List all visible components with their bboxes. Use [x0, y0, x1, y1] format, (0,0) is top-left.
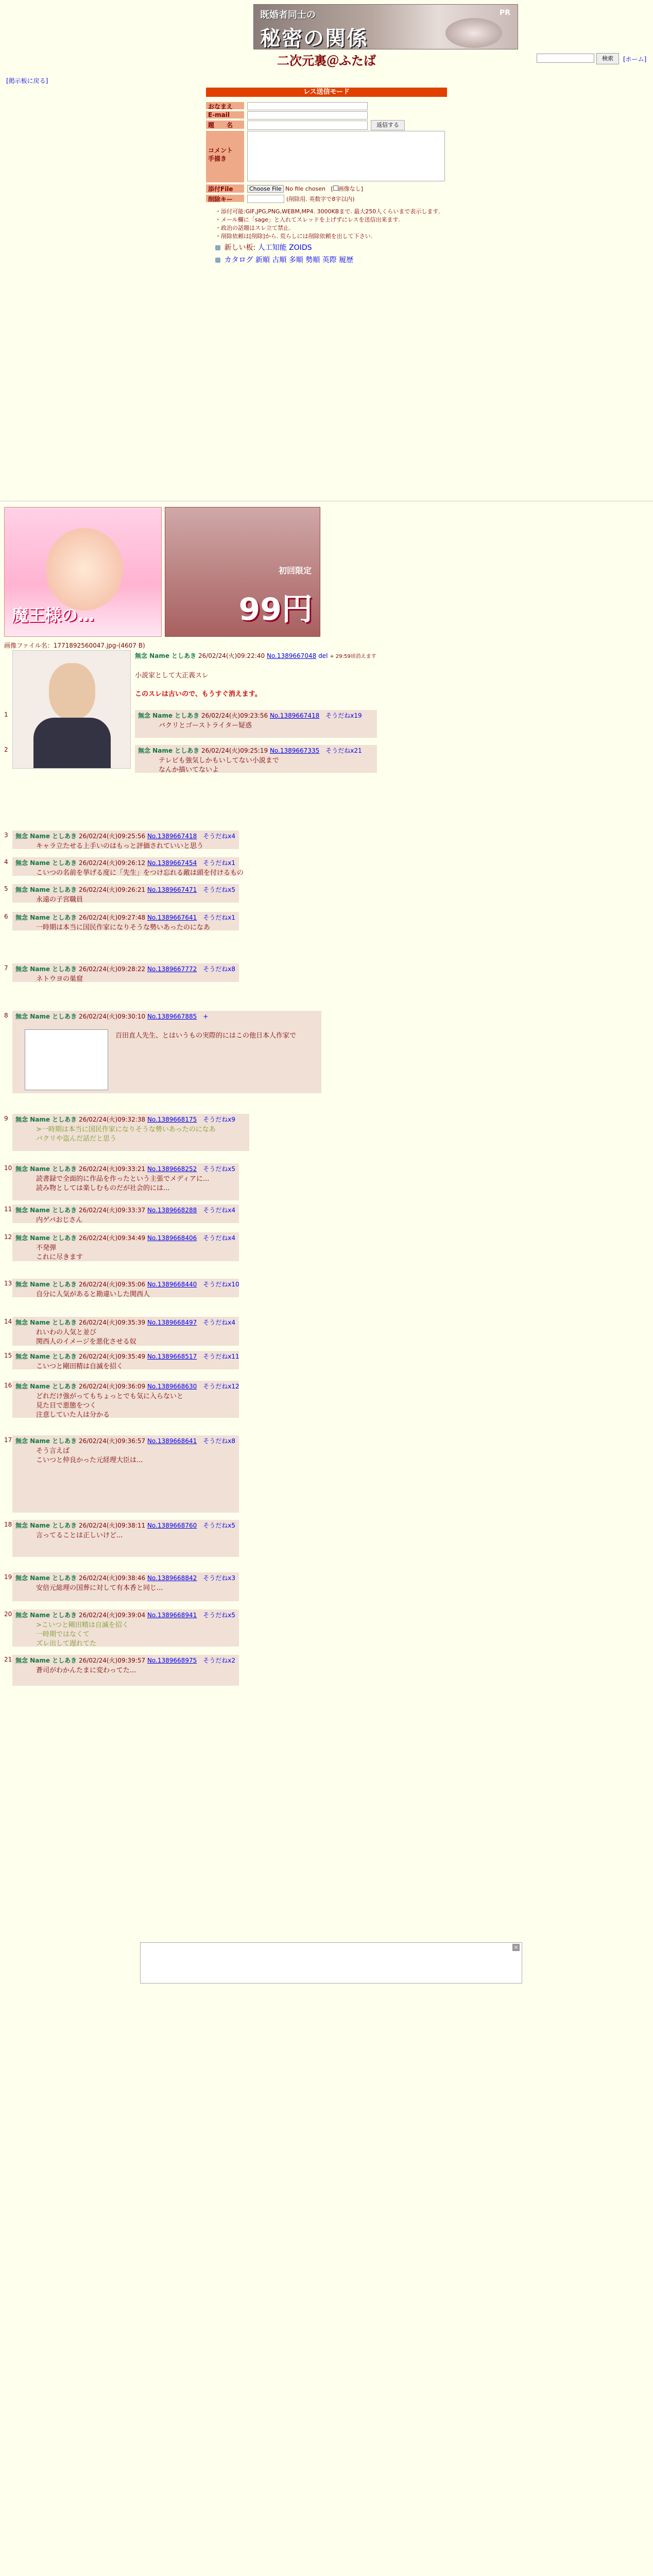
- reply-header: [15, 1352, 239, 1361]
- sodane-button[interactable]: そうだねx8: [203, 965, 235, 973]
- reply-body: ネトウヨの巣窟: [36, 975, 83, 983]
- sodane-button[interactable]: そうだねx21: [325, 747, 362, 754]
- file-status: No file chosen: [285, 185, 325, 192]
- reply-name: 無念 Name としあき: [138, 712, 200, 719]
- reply-date: 26/02/24(火)09:32:38: [78, 1116, 146, 1123]
- popup-close-icon[interactable]: ×: [512, 1944, 520, 1951]
- reply-number[interactable]: No.1389667454: [147, 859, 197, 867]
- reply-index: 12: [4, 1233, 12, 1241]
- op-file-name: 画像ファイル名：1771892560047.jpg-(4607 B): [4, 642, 145, 649]
- reply-post: [12, 831, 239, 849]
- sodane-button[interactable]: そうだねx12: [203, 1383, 239, 1390]
- reply-index: 2: [4, 746, 8, 753]
- sodane-button[interactable]: そうだねx1: [203, 914, 235, 921]
- new-boards-label: 新しい板:: [224, 244, 256, 252]
- reply-date: 26/02/24(火)09:33:21: [78, 1165, 146, 1173]
- reply-body: 一時期は本当に国民作家になりそうな勢いあったのになあ: [36, 924, 210, 931]
- home-link[interactable]: [ホーム]: [623, 56, 647, 63]
- reply-body: どれだけ強がってもちょっとでも気に入らないと 見た目で悪態をつく 注意していた人は分かる: [36, 1393, 184, 1419]
- banner-photo: [445, 18, 502, 48]
- reply-name: 無念 Name としあき: [15, 1437, 77, 1445]
- sodane-button[interactable]: そうだねx1: [203, 859, 235, 867]
- reply-number[interactable]: No.1389667772: [147, 965, 197, 973]
- reply-index: 3: [4, 832, 8, 839]
- reply-number[interactable]: No.1389668517: [147, 1353, 197, 1360]
- reply-number[interactable]: No.1389667418: [147, 833, 197, 840]
- reply-date: 26/02/24(火)09:25:56: [78, 833, 146, 840]
- op-line-1: 小説家として大正義スレ: [135, 672, 209, 680]
- op-number[interactable]: No.1389667048: [266, 652, 317, 659]
- file-label: 添付File: [206, 184, 244, 193]
- subject-label: 題 名: [206, 121, 244, 129]
- reply-date: 26/02/24(火)09:26:21: [78, 886, 146, 893]
- reply-name: 無念 Name としあき: [15, 1353, 77, 1360]
- right-ad-price: 99円: [238, 591, 313, 628]
- reply-index: 16: [4, 1382, 12, 1389]
- sodane-button[interactable]: そうだねx4: [203, 1234, 235, 1242]
- reply-header: [15, 1318, 235, 1327]
- sodane-button[interactable]: そうだねx5: [203, 1522, 235, 1529]
- reply-body: れいわの人気と並び 関西人のイメージを悪化させる奴: [36, 1329, 136, 1346]
- reply-post: [12, 912, 239, 930]
- right-ad[interactable]: [165, 507, 320, 637]
- reply-header: [15, 885, 235, 894]
- reply-name: 無念 Name としあき: [15, 1522, 77, 1529]
- search-button[interactable]: 検索: [596, 53, 619, 64]
- op-del[interactable]: del: [318, 652, 328, 659]
- search-input[interactable]: [537, 54, 594, 63]
- delkey-note: (削除用. 英数字で8字以内): [286, 196, 355, 202]
- notice-2: ・メール欄に「sage」と入れてスレッドを上げずにレスを送信出来ます.: [215, 216, 401, 223]
- delkey-input[interactable]: [247, 195, 284, 203]
- new-boards-link[interactable]: 人工知能 ZOIDS: [257, 244, 312, 252]
- reply-body: 百田直人先生、とはいうもの実際的にはこの他日本人作家で: [115, 1032, 297, 1040]
- reply-date: 26/02/24(火)09:36:57: [78, 1437, 146, 1445]
- reply-number[interactable]: No.1389668630: [147, 1383, 197, 1390]
- tool-history[interactable]: 履歴: [339, 256, 354, 264]
- sodane-button[interactable]: そうだねx5: [203, 886, 235, 893]
- reply-post: [12, 1232, 239, 1261]
- sodane-button[interactable]: そうだねx3: [203, 1574, 235, 1582]
- reply-name: 無念 Name としあき: [15, 1207, 77, 1214]
- right-ad-caption: 初回限定: [278, 566, 312, 575]
- reply-body: 読書録で全面的に作品を作ったという主張でメディアに... 読み物としては楽しむものだが社会的には...: [36, 1175, 210, 1192]
- reply-header: [15, 1012, 208, 1021]
- reply-date: 26/02/24(火)09:38:11: [78, 1522, 146, 1529]
- reply-body: 蒼司がわかんたまに変わってた...: [36, 1667, 136, 1674]
- reply-index: 14: [4, 1318, 12, 1325]
- reply-header: [15, 1233, 235, 1242]
- reply-header: [15, 1206, 235, 1214]
- reply-mode-bar: レス送信モード: [206, 88, 447, 97]
- name-input[interactable]: [247, 102, 368, 110]
- reply-post: [12, 1655, 239, 1686]
- reply-date: 26/02/24(火)09:35:06: [78, 1281, 146, 1288]
- reply-post: [12, 963, 239, 982]
- reply-header: [15, 1521, 235, 1530]
- reply-body: こいつの名前を挙げる度に「先生」をつけ忘れる敵は頭を付けるもの: [36, 869, 244, 877]
- reply-header: [15, 913, 235, 922]
- no-image-checkbox[interactable]: [333, 185, 338, 191]
- reply-post: [12, 1520, 239, 1557]
- catalog-icon: [215, 258, 220, 263]
- reply-number[interactable]: No.1389667641: [147, 914, 197, 921]
- sodane-button[interactable]: そうだねx8: [203, 1437, 235, 1445]
- tool-old[interactable]: 古順: [272, 256, 287, 264]
- reply-date: 26/02/24(火)09:30:10: [78, 1013, 146, 1020]
- choose-file-button[interactable]: Choose File: [247, 185, 284, 193]
- reply-name: 無念 Name としあき: [15, 1165, 77, 1173]
- notice-4: ・削除依頼は[削除]から. 荒らしには削除依頼を出して下さい.: [215, 233, 373, 240]
- tool-catalog[interactable]: カタログ: [224, 256, 253, 264]
- reply-date: 26/02/24(火)09:35:39: [78, 1319, 146, 1326]
- tool-english[interactable]: 英際: [322, 256, 337, 264]
- reply-number[interactable]: No.1389668175: [147, 1116, 197, 1123]
- reply-index: 8: [4, 1012, 8, 1019]
- reply-number[interactable]: No.1389668975: [147, 1657, 197, 1664]
- reply-body: バクリとゴーストライター疑惑: [159, 722, 252, 730]
- reply-date: 26/02/24(火)09:34:49: [78, 1234, 146, 1242]
- reply-header: [138, 746, 362, 755]
- reply-header: [15, 1436, 235, 1445]
- sodane-button[interactable]: そうだねx4: [203, 1207, 235, 1214]
- op-date: 26/02/24(火)09:22:40: [198, 652, 265, 659]
- reply-name: 無念 Name としあき: [15, 965, 77, 973]
- reply-name: 無念 Name としあき: [15, 1281, 77, 1288]
- notice-3: ・政治の話題はスレ立て禁止.: [215, 225, 291, 231]
- reply-index: 13: [4, 1280, 12, 1287]
- reply-post: [12, 1205, 239, 1223]
- reply-body: >一時期は本当に国民作家になりそうな勢いあったのになあ バクリや盗んだ話だと思う: [36, 1126, 216, 1143]
- name-label: おなまえ: [206, 102, 244, 109]
- ad-character-face: [46, 528, 123, 611]
- sodane-button[interactable]: そうだねx11: [203, 1353, 239, 1360]
- reply-body: 自分に人気があると勘違いした関西人: [36, 1291, 150, 1298]
- reply-post: [12, 1114, 249, 1151]
- op-line-3: このスレは古いので、もうすぐ消えます。: [135, 690, 262, 698]
- reply-date: 26/02/24(火)09:36:09: [78, 1383, 146, 1390]
- reply-number[interactable]: No.1389668941: [147, 1612, 197, 1619]
- reply-body: 安倍元総理の国葬に対して有本香と同じ...: [36, 1584, 163, 1592]
- reply-image-thumbnail[interactable]: [25, 1029, 108, 1090]
- reply-post: [12, 1351, 239, 1369]
- reply-date: 26/02/24(火)09:23:56: [201, 712, 268, 719]
- popup-ad[interactable]: [140, 1942, 522, 1984]
- reply-header: [15, 1115, 235, 1124]
- reply-header: [15, 1573, 235, 1582]
- reply-index: 17: [4, 1436, 12, 1444]
- reply-name: 無念 Name としあき: [15, 1574, 77, 1582]
- submit-button[interactable]: 返信する: [371, 120, 405, 130]
- reply-number[interactable]: No.1389668252: [147, 1165, 197, 1173]
- banner-line2: 秘密の関係: [260, 26, 368, 49]
- reply-date: 26/02/24(火)09:39:04: [78, 1612, 146, 1619]
- reply-index: 6: [4, 913, 8, 920]
- op-name: 無念 Name としあき: [135, 652, 197, 659]
- email-label: E-mail: [206, 111, 244, 118]
- reply-number[interactable]: No.1389668288: [147, 1207, 197, 1214]
- reply-post: [12, 1609, 239, 1647]
- reply-date: 26/02/24(火)09:38:46: [78, 1574, 146, 1582]
- op-file-info: [4, 641, 145, 650]
- reply-post: [135, 745, 377, 773]
- reply-header: [15, 832, 235, 840]
- board-title: 二次元裏＠ふたば: [277, 53, 376, 68]
- reply-body: キャラ立たせる上手いのはもっと評価されていいと思う: [36, 842, 204, 850]
- reply-header: [138, 711, 362, 720]
- sodane-button[interactable]: そうだねx2: [203, 1657, 235, 1664]
- reply-post: [12, 1163, 239, 1200]
- sodane-button[interactable]: そうだねx19: [325, 712, 362, 719]
- reply-body: こいつと剛田精は自滅を招く: [36, 1363, 124, 1370]
- reply-number[interactable]: No.1389667418: [269, 712, 320, 719]
- op-tail: + 29:59頃消えます: [330, 654, 376, 659]
- op-thumbnail[interactable]: [12, 650, 131, 769]
- reply-post: [135, 710, 377, 738]
- left-ad-title: 魔王様の…: [12, 605, 95, 625]
- reply-date: 26/02/24(火)09:25:19: [201, 747, 268, 754]
- reply-name: 無念 Name としあき: [15, 1116, 77, 1123]
- reply-post: [12, 857, 244, 877]
- reply-date: 26/02/24(火)09:27:48: [78, 914, 146, 921]
- reply-name: 無念 Name としあき: [15, 1657, 77, 1664]
- thumb-head: [49, 663, 95, 720]
- reply-index: 15: [4, 1352, 12, 1359]
- reply-name: 無念 Name としあき: [15, 914, 77, 921]
- banner-line1: 既婚者同士の: [260, 10, 316, 21]
- reply-number[interactable]: No.1389668406: [147, 1234, 197, 1242]
- reply-date: 26/02/24(火)09:39:57: [78, 1657, 146, 1664]
- reply-index: 18: [4, 1521, 12, 1528]
- reply-index: 20: [4, 1611, 12, 1618]
- reply-post: [12, 1435, 239, 1513]
- reply-post: [12, 1279, 239, 1297]
- thumb-body: [33, 718, 111, 769]
- tool-many[interactable]: 多順: [288, 256, 303, 264]
- email-input[interactable]: [247, 111, 368, 120]
- sodane-button[interactable]: そうだねx4: [203, 1319, 235, 1326]
- reply-post: [12, 884, 239, 903]
- reply-name: 無念 Name としあき: [15, 1013, 77, 1020]
- reply-header: [15, 1611, 235, 1619]
- reply-body: >こいつと剛田精は自滅を招く 一時期ではなくて ズレ出して遅れてた: [36, 1621, 129, 1648]
- banner-ad[interactable]: [253, 4, 518, 49]
- reply-header: [15, 1656, 235, 1665]
- reply-body: 内ゲバおじさん: [36, 1216, 83, 1224]
- reply-name: 無念 Name としあき: [15, 1383, 77, 1390]
- reply-number[interactable]: No.1389668497: [147, 1319, 197, 1326]
- reply-post: [12, 1381, 239, 1418]
- left-ad[interactable]: [4, 507, 162, 637]
- reply-index: 5: [4, 885, 8, 892]
- reply-post: [12, 1011, 321, 1093]
- reply-body: 言ってることは正しいけど...: [36, 1532, 123, 1539]
- reply-index: 4: [4, 858, 8, 866]
- reply-date: 26/02/24(火)09:28:22: [78, 965, 146, 973]
- notice-1: ・添付可能:GIF,JPG,PNG,WEBM,MP4. 3000KBまで. 最大250人くらいまで表示します.: [215, 208, 440, 215]
- new-board-icon: [215, 245, 220, 250]
- reply-number[interactable]: No.1389667335: [269, 747, 320, 754]
- reply-date: 26/02/24(火)09:33:37: [78, 1207, 146, 1214]
- reply-name: 無念 Name としあき: [15, 859, 77, 867]
- tool-momentum[interactable]: 勢順: [305, 256, 320, 264]
- reply-number[interactable]: No.1389668641: [147, 1437, 197, 1445]
- reply-name: 無念 Name としあき: [15, 886, 77, 893]
- reply-number[interactable]: No.1389667885: [147, 1013, 197, 1020]
- reply-date: 26/02/24(火)09:35:49: [78, 1353, 146, 1360]
- reply-index: 9: [4, 1115, 8, 1122]
- sodane-button[interactable]: そうだねx9: [203, 1116, 235, 1123]
- reply-index: 19: [4, 1573, 12, 1581]
- reply-number[interactable]: No.1389668842: [147, 1574, 197, 1582]
- reply-post: [12, 1572, 239, 1601]
- reply-header: [15, 1164, 235, 1173]
- comment-textarea[interactable]: [247, 131, 445, 181]
- reply-header: [15, 858, 235, 867]
- reply-name: 無念 Name としあき: [138, 747, 200, 754]
- delkey-label: 削除キー: [206, 195, 244, 202]
- sodane-button[interactable]: そうだねx4: [203, 833, 235, 840]
- reply-body: 永遠の子宮職員: [36, 896, 83, 904]
- no-image-label: 画像なし: [338, 185, 361, 192]
- reply-body: 不発弾 これに尽きます: [36, 1244, 83, 1261]
- reply-index: 11: [4, 1206, 12, 1213]
- reply-number[interactable]: No.1389667471: [147, 886, 197, 893]
- sodane-button[interactable]: +: [203, 1013, 209, 1020]
- tool-new[interactable]: 新順: [255, 256, 270, 264]
- reply-index: 21: [4, 1656, 12, 1663]
- sodane-button[interactable]: そうだねx5: [203, 1165, 235, 1173]
- reply-post: [12, 1317, 239, 1346]
- reply-body: テレビも強気しかもいしてない小説まで なんか描いてないよ: [159, 757, 279, 774]
- reply-name: 無念 Name としあき: [15, 1234, 77, 1242]
- reply-number[interactable]: No.1389668440: [147, 1281, 197, 1288]
- reply-index: 10: [4, 1164, 12, 1172]
- reply-index: 7: [4, 964, 8, 972]
- sodane-button[interactable]: そうだねx10: [203, 1281, 239, 1288]
- back-to-board-link[interactable]: [掲示板に戻る]: [6, 77, 48, 84]
- reply-header: [15, 1280, 239, 1289]
- reply-index: 1: [4, 711, 8, 718]
- comment-label: コメント 手描き: [206, 131, 244, 182]
- reply-date: 26/02/24(火)09:26:12: [78, 859, 146, 867]
- reply-header: [15, 1382, 239, 1391]
- reply-name: 無念 Name としあき: [15, 1612, 77, 1619]
- subject-input[interactable]: [247, 121, 368, 130]
- sodane-button[interactable]: そうだねx5: [203, 1612, 235, 1619]
- banner-corner: PR: [499, 9, 510, 17]
- reply-body: そう言えば こいつと仲良かった元経理大臣は...: [36, 1447, 143, 1464]
- reply-number[interactable]: No.1389668760: [147, 1522, 197, 1529]
- reply-name: 無念 Name としあき: [15, 1319, 77, 1326]
- reply-header: [15, 964, 235, 973]
- reply-name: 無念 Name としあき: [15, 833, 77, 840]
